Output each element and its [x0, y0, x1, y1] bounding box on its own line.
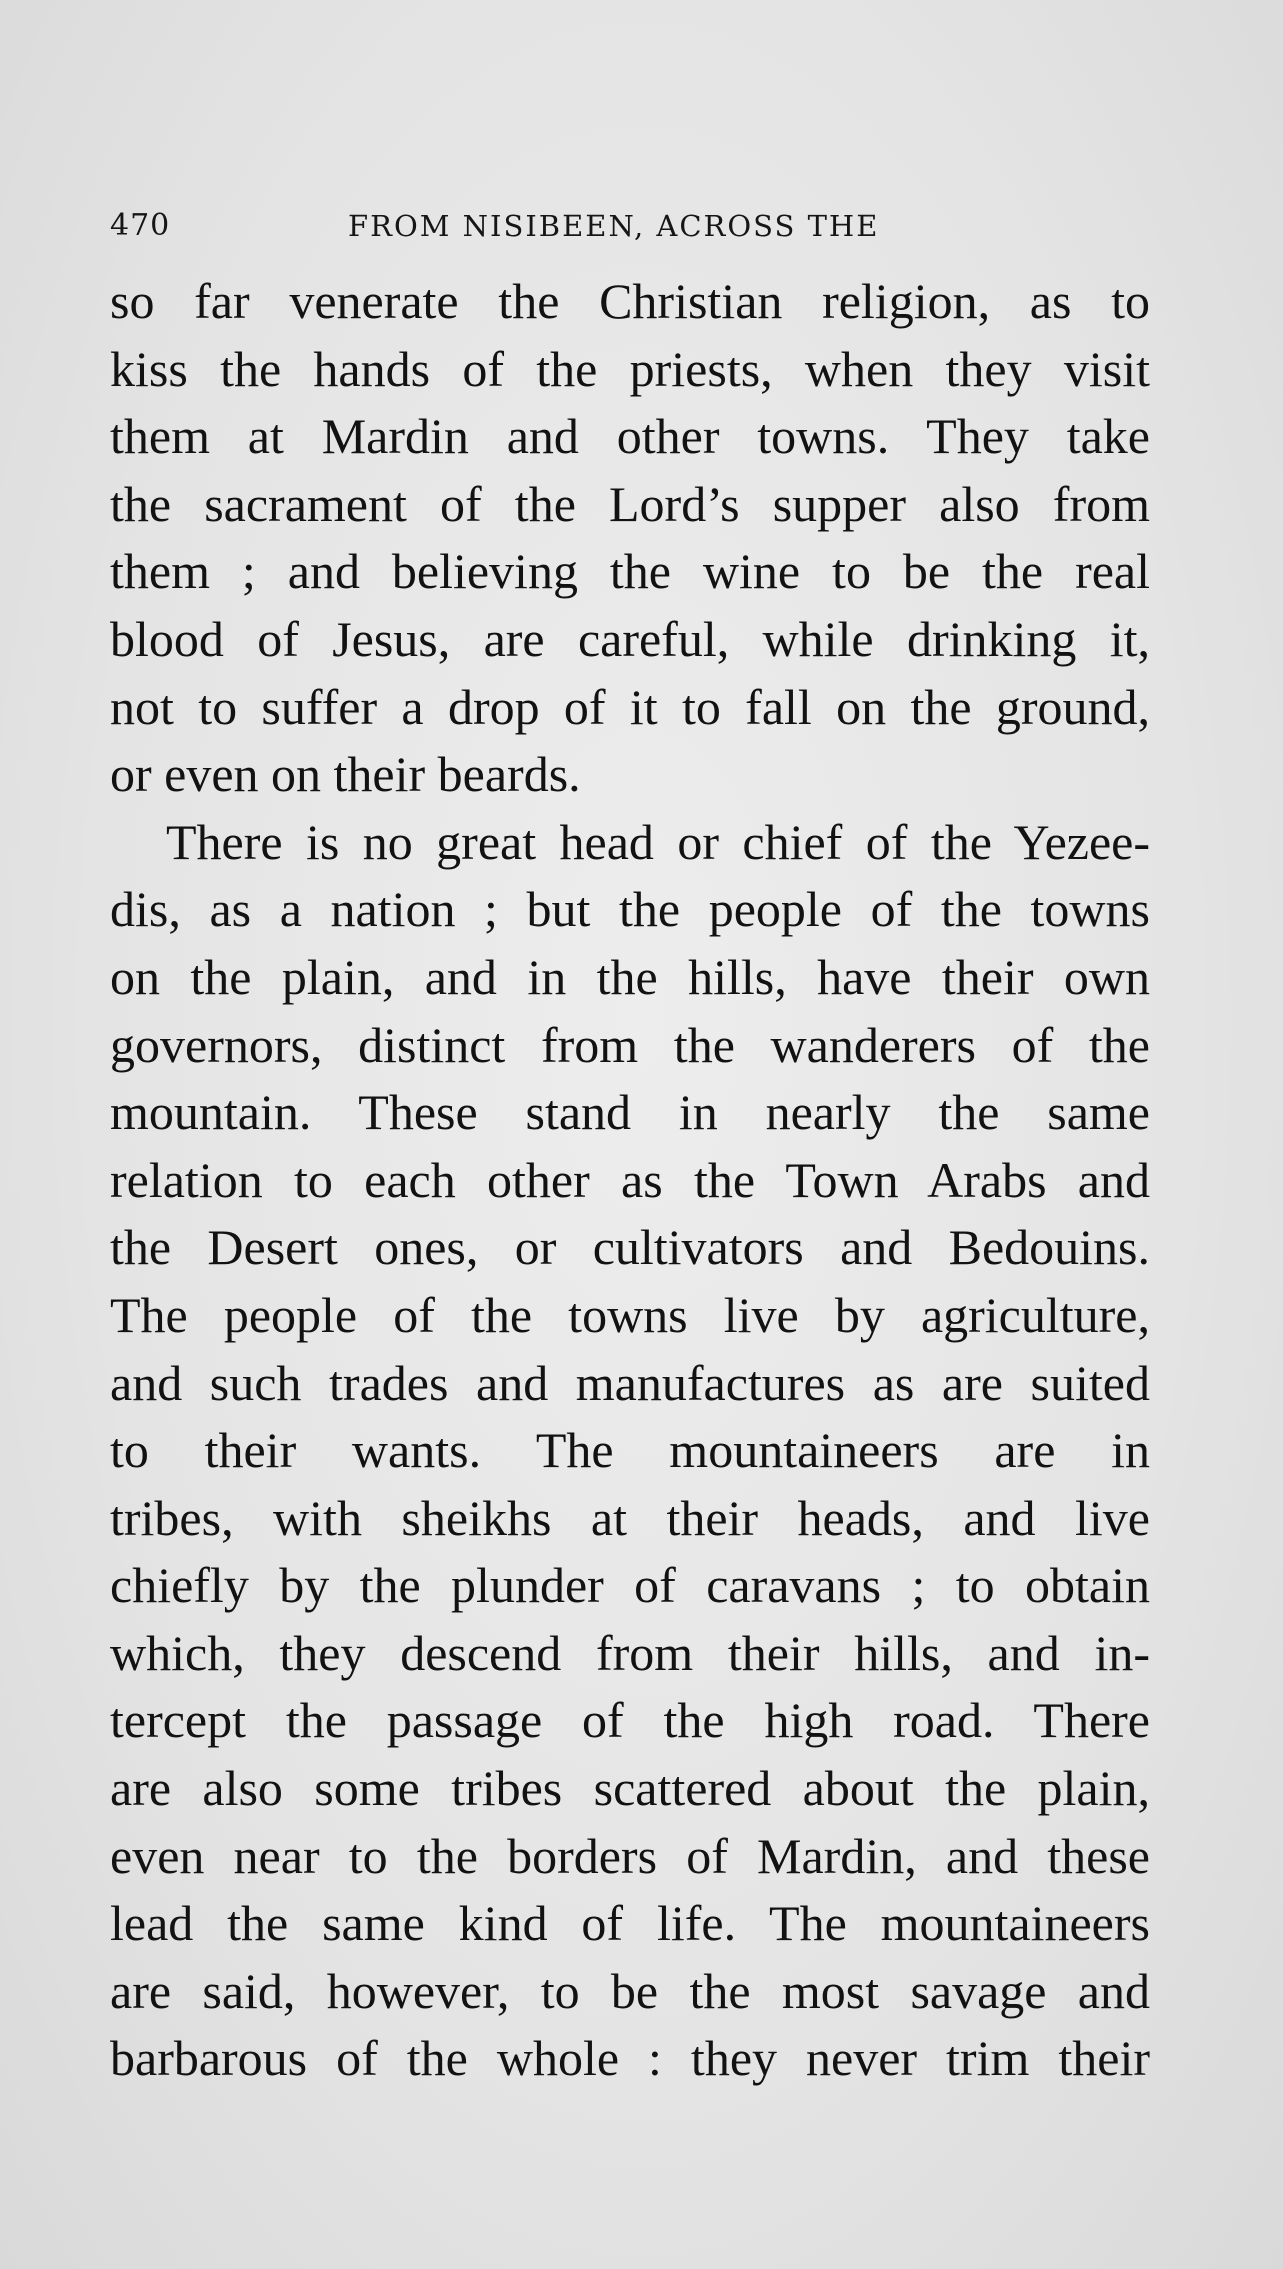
text-line: tercept the passage of the high road. There	[110, 1692, 1150, 1749]
text-line: are also some tribes scattered about the plain,	[110, 1760, 1150, 1817]
text-line: relation to each other as the Town Arabs and	[110, 1151, 1150, 1208]
running-head: FROM NISIBEEN, ACROSS THE	[348, 209, 880, 243]
text-line: blood of Jesus, are careful, while drinking it,	[110, 610, 1150, 667]
text-line: the sacrament of the Lord’s supper also from	[110, 475, 1150, 532]
text-line: or even on their beards.	[110, 746, 581, 803]
text-line: lead the same kind of life. The mountaineers	[110, 1895, 1150, 1952]
text-line: them ; and believing the wine to be the real	[110, 543, 1150, 600]
text-line: barbarous of the whole : they never trim their	[110, 2030, 1150, 2087]
text-line: on the plain, and in the hills, have their own	[110, 948, 1150, 1005]
text-line: them at Mardin and other towns. They take	[110, 408, 1150, 465]
text-line: are said, however, to be the most savage and	[110, 1962, 1150, 2019]
text-line: The people of the towns live by agriculture,	[110, 1286, 1150, 1343]
text-line: the Desert ones, or cultivators and Bedouins.	[110, 1219, 1150, 1276]
text-line: mountain. These stand in nearly the same	[110, 1084, 1150, 1141]
text-line: kiss the hands of the priests, when they visit	[110, 340, 1150, 397]
page-header	[110, 206, 1160, 246]
page-number: 470	[110, 208, 171, 243]
text-line: tribes, with sheikhs at their heads, and live	[110, 1489, 1150, 1546]
text-line: and such trades and manufactures as are suited	[110, 1354, 1150, 1411]
paragraph-start-line: There is no great head or chief of the Yezee-	[166, 813, 1150, 870]
text-line: chiefly by the plunder of caravans ; to obtain	[110, 1557, 1150, 1614]
text-line: governors, distinct from the wanderers of the	[110, 1016, 1150, 1073]
body-text	[110, 268, 1150, 2093]
text-line: so far venerate the Christian religion, as to	[110, 273, 1150, 329]
text-line: not to suffer a drop of it to fall on the ground,	[110, 678, 1150, 735]
text-line: even near to the borders of Mardin, and these	[110, 1827, 1150, 1884]
text-line: which, they descend from their hills, and in-	[110, 1624, 1150, 1681]
text-line: dis, as a nation ; but the people of the towns	[110, 881, 1150, 938]
text-line: to their wants. The mountaineers are in	[110, 1422, 1150, 1479]
